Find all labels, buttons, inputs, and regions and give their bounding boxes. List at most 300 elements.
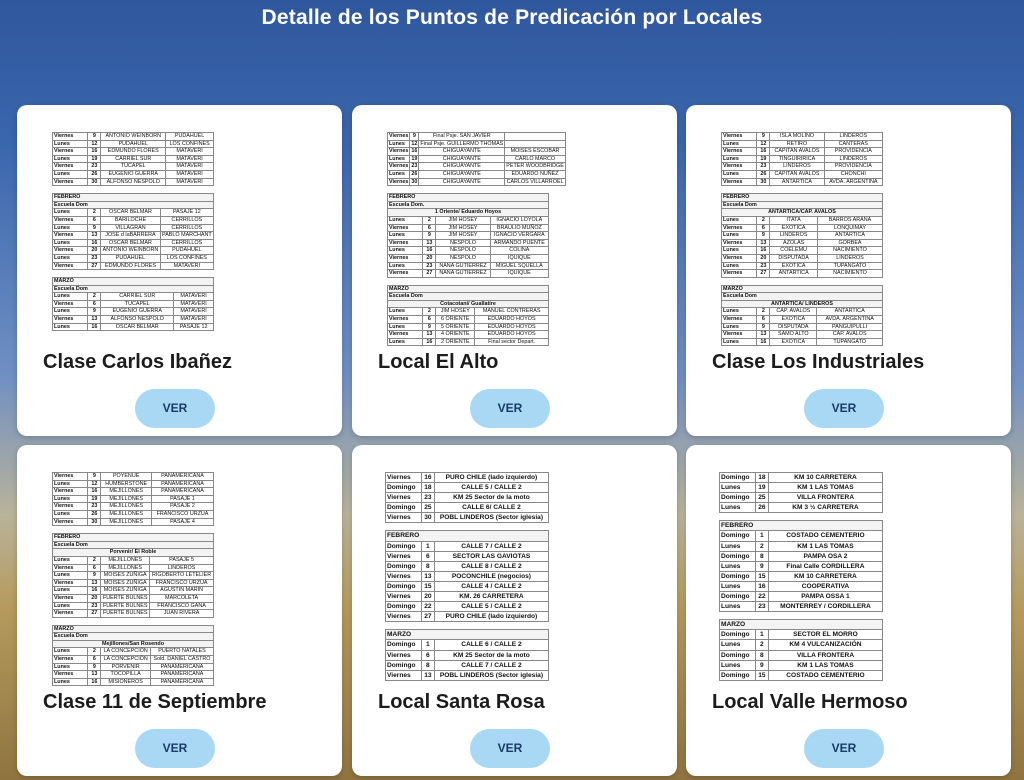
table-cell: LOS CONFINES — [160, 254, 213, 262]
table-cell: JIM HOSEY — [436, 232, 490, 240]
table-cell: PUDAHUEL — [166, 133, 214, 141]
schedule-table — [721, 193, 883, 278]
table-cell: MIGUEL SQUELLA — [490, 262, 548, 270]
table-cell: 13 — [421, 571, 434, 581]
table-row — [53, 488, 214, 496]
table-row — [388, 163, 566, 171]
table-row — [53, 163, 214, 171]
table-cell: EXOTICA — [770, 316, 817, 324]
table-cell: Lunes — [388, 338, 423, 346]
schedule-thumbnail[interactable] — [52, 132, 214, 337]
table-cell: Viernes — [722, 163, 757, 171]
table-cell: Final Calle CORDILLERA — [768, 561, 882, 571]
table-cell: Domingo — [386, 503, 422, 513]
table-cell: PANAMERICANA — [150, 671, 213, 679]
table-cell: PANAMERICANA — [150, 663, 213, 671]
ver-button[interactable]: VER — [135, 389, 215, 428]
table-cell: CARRIEL SUR — [101, 293, 174, 301]
table-cell: Lunes — [53, 224, 88, 232]
table-row — [388, 316, 549, 324]
table-cell: 30 — [421, 513, 434, 523]
table-cell: CHIGUAYANTE — [419, 178, 505, 186]
table-header-row — [722, 194, 883, 202]
table-cell: CAP. AVALOS — [817, 331, 883, 339]
table-cell: 12 — [411, 140, 418, 147]
table-header-cell: ANTARTICA/CAP. AVALOS — [722, 209, 883, 217]
table-cell: Domingo — [720, 630, 756, 640]
table-row — [722, 178, 883, 186]
table-cell: 16 — [88, 488, 101, 496]
table-cell: 25 — [421, 503, 434, 513]
table-cell: Domingo — [720, 571, 756, 581]
table-cell: 9 — [423, 232, 436, 240]
table-cell: Viernes — [722, 148, 757, 156]
table-cell: PANAMERICANA — [152, 488, 214, 496]
table-cell: LINDEROS — [150, 564, 214, 572]
table-header-row — [722, 293, 883, 301]
table-header-row — [722, 285, 883, 293]
table-row — [386, 513, 549, 523]
table-cell: 2 — [88, 293, 101, 301]
table-cell: Viernes — [53, 503, 88, 511]
ver-button[interactable]: VER — [804, 729, 884, 768]
table-cell: POYENUE — [101, 473, 152, 481]
table-cell: 9 — [423, 323, 436, 331]
table-cell: Viernes — [386, 493, 422, 503]
table-cell: 9 — [755, 561, 768, 571]
schedule-thumbnail[interactable] — [387, 132, 564, 345]
table-row — [720, 571, 883, 581]
table-cell: Viernes — [388, 254, 423, 262]
table-row — [53, 300, 214, 308]
table-cell: Viernes — [53, 247, 88, 255]
table-header-row — [722, 209, 883, 217]
table-cell: IGNACIO VERGARA — [490, 232, 548, 240]
table-cell: VILLA FRONTERA — [768, 493, 882, 503]
table-header-cell: MARZO — [722, 285, 883, 293]
table-cell: 2 — [88, 648, 101, 656]
table-cell: CARLOS VILLARROEL — [506, 178, 564, 185]
table-row — [722, 140, 883, 148]
table-cell: PROVIDENCIA — [824, 163, 882, 171]
schedule-table — [52, 277, 214, 331]
table-cell: 13 — [88, 232, 101, 240]
table-cell: ALFONSO NESPOLO — [101, 316, 174, 324]
table-cell: 27 — [88, 262, 101, 270]
table-cell: TUPANGATO — [817, 338, 883, 346]
table-cell: Viernes — [388, 224, 423, 232]
table-header-row — [386, 531, 549, 541]
table-row — [720, 473, 883, 483]
table-cell: CALLE 6/ CALLE 2 — [434, 503, 548, 513]
table-cell: Lunes — [722, 140, 757, 148]
table-cell: Lunes — [53, 480, 88, 488]
ver-button[interactable]: VER — [470, 389, 550, 428]
table-cell: PETER WOODBRIDGE — [506, 163, 564, 170]
table-cell: 6 — [421, 551, 434, 561]
table-cell: Lunes — [388, 170, 410, 178]
table-cell: Lunes — [722, 155, 757, 163]
table-cell: CHIGUAYANTE — [419, 148, 505, 156]
table-cell: NESPOLO — [436, 239, 490, 247]
table-cell: 13 — [421, 670, 434, 680]
table-cell: 23 — [88, 254, 101, 262]
table-header-row — [388, 285, 549, 293]
table-cell: 9 — [88, 572, 101, 580]
table-header-row — [53, 549, 214, 557]
schedule-table — [52, 132, 214, 186]
table-cell: EDUARDO NUÑEZ — [505, 170, 566, 178]
table-cell: BARILOCHE — [101, 216, 160, 224]
table-cell: Lunes — [53, 678, 88, 686]
table-row — [386, 640, 549, 650]
table-cell: Domingo — [720, 531, 756, 541]
table-cell: EUGENIO GUERRA — [101, 170, 166, 178]
table-cell: Domingo — [386, 581, 422, 591]
table-cell: Domingo — [386, 640, 422, 650]
table-header-row — [388, 201, 549, 209]
table-cell: Domingo — [720, 592, 756, 602]
schedule-thumbnail[interactable] — [721, 132, 883, 345]
table-cell: 5 ORIENTE — [436, 323, 475, 331]
table-cell: 2 — [755, 541, 768, 551]
table-cell: Viernes — [53, 216, 88, 224]
schedule-table — [719, 520, 883, 612]
table-cell: 12 — [88, 480, 101, 488]
table-row — [388, 232, 549, 240]
table-cell: 19 — [88, 495, 101, 503]
table-cell: 8 — [755, 551, 768, 561]
table-cell: 16 — [411, 148, 418, 155]
table-header-row — [53, 633, 214, 641]
table-cell: EXOTICA — [770, 338, 817, 346]
table-cell: Lunes — [53, 140, 88, 148]
table-cell: LA CONCEPCIÓN — [101, 656, 151, 664]
table-row — [53, 648, 214, 656]
table-cell: 9 — [757, 323, 770, 331]
table-header-cell: Porvenir/ El Roble — [53, 549, 214, 557]
table-row — [722, 316, 883, 324]
table-row — [53, 224, 214, 232]
table-cell: ARMANDO PUENTE — [490, 239, 548, 247]
table-row — [720, 630, 883, 640]
table-cell: Lunes — [53, 602, 88, 610]
table-cell: Viernes — [53, 178, 88, 186]
schedule-table — [721, 132, 883, 186]
table-row — [722, 133, 883, 141]
table-row — [53, 678, 214, 686]
table-cell: IGNACIO LOYOLA — [490, 216, 548, 224]
table-cell: 2 — [757, 308, 770, 316]
table-cell: JIM HOSEY — [436, 216, 490, 224]
table-header-row — [53, 640, 214, 648]
table-cell: PASAJE 1 — [152, 495, 214, 503]
table-row — [722, 308, 883, 316]
schedule-table — [719, 472, 883, 513]
table-cell: Lunes — [388, 323, 423, 331]
table-row — [53, 671, 214, 679]
table-cell: JUAN RIVERA — [150, 610, 214, 618]
table-cell: 8 — [755, 650, 768, 660]
table-row — [53, 579, 214, 587]
table-row — [53, 170, 214, 178]
table-cell: 6 — [757, 316, 770, 324]
table-row — [386, 581, 549, 591]
table-cell: 9 — [755, 660, 768, 670]
table-cell: TUCAPEL — [101, 300, 174, 308]
table-cell: TUPANGATO — [818, 262, 883, 270]
table-cell: Lunes — [53, 209, 88, 217]
table-cell: 18 — [421, 483, 434, 493]
table-cell: 20 — [88, 247, 101, 255]
table-cell: Viernes — [53, 518, 88, 526]
ver-button[interactable]: VER — [135, 729, 215, 768]
schedule-table — [52, 625, 214, 687]
table-cell: Viernes — [53, 488, 88, 496]
table-cell: MOISES ZUÑIGA — [101, 572, 150, 580]
table-cell: ANTONIO WEINBORN — [101, 133, 166, 141]
table-cell: AGUSTIN MARIN — [150, 587, 214, 595]
table-cell: ANTARTICA — [770, 178, 824, 186]
table-cell: 18 — [755, 473, 768, 483]
table-cell: Lunes — [388, 232, 423, 240]
schedule-table — [52, 193, 214, 270]
table-row — [386, 483, 549, 493]
table-row — [722, 262, 883, 270]
table-cell: LA CONCEPCIÓN — [101, 648, 151, 656]
table-row — [720, 581, 883, 591]
table-row — [53, 556, 214, 564]
table-row — [386, 473, 549, 483]
table-cell: 2 — [757, 216, 770, 224]
table-cell: 30 — [88, 518, 101, 526]
table-cell: 20 — [423, 254, 436, 262]
table-cell: EXOTICA — [770, 224, 818, 232]
table-cell: CALLE 5 / CALLE 2 — [434, 483, 548, 493]
table-cell: MATAVERI — [166, 163, 214, 171]
table-cell: 26 — [88, 170, 101, 178]
table-header-cell: FEBRERO — [388, 194, 549, 202]
table-header-cell: MARZO — [53, 625, 214, 633]
table-cell: GORBEA — [818, 239, 883, 247]
table-row — [388, 308, 549, 316]
table-cell: Viernes — [722, 239, 757, 247]
table-cell: 16 — [757, 148, 770, 156]
table-cell: Viernes — [386, 551, 422, 561]
table-cell: PORVENIR — [101, 663, 151, 671]
table-header-row — [720, 521, 883, 531]
table-row — [388, 178, 566, 186]
table-cell: PAMPA OSSA 1 — [768, 592, 882, 602]
table-row — [388, 270, 549, 278]
table-row — [53, 495, 214, 503]
table-cell: DISPUTADA — [770, 323, 817, 331]
table-header-cell: Escuela Dom. — [388, 201, 549, 209]
table-cell: LINDEROS — [824, 155, 882, 163]
schedule-thumbnail[interactable] — [719, 472, 883, 677]
table-cell: Viernes — [386, 612, 422, 622]
table-cell: FUERTE BULNES — [101, 610, 150, 618]
table-cell: Lunes — [720, 602, 756, 612]
table-cell: DISPUTADA — [770, 254, 818, 262]
table-row — [388, 224, 549, 232]
table-cell: 1 — [421, 541, 434, 551]
schedule-table — [52, 472, 214, 526]
table-header-row — [53, 201, 214, 209]
table-cell: IQUIQUE — [490, 254, 548, 262]
table-cell: 1 — [755, 531, 768, 541]
table-row — [53, 239, 214, 247]
table-cell: KM 1 LAS TOMAS — [768, 483, 882, 493]
table-cell: Lunes — [53, 556, 88, 564]
table-cell: 1 — [755, 630, 768, 640]
table-cell: ANTARTICA — [770, 270, 818, 278]
table-cell: 27 — [421, 612, 434, 622]
table-cell: 4 ORIENTE — [436, 331, 475, 339]
table-cell: 13 — [88, 579, 101, 587]
table-cell: 23 — [88, 602, 101, 610]
table-cell: MOISES ZUÑIGA — [101, 579, 150, 587]
table-row — [386, 602, 549, 612]
table-row — [722, 232, 883, 240]
local-card — [17, 445, 342, 776]
table-row — [386, 571, 549, 581]
table-cell: Viernes — [722, 224, 757, 232]
table-cell: Lunes — [722, 323, 757, 331]
schedule-table — [387, 285, 549, 347]
table-cell: EDUARDO HOYOS — [475, 323, 549, 331]
table-cell: KM 25 Sector de la moto — [434, 650, 548, 660]
card-title: Clase 11 de Septiembre — [43, 691, 267, 713]
table-cell: JIM HOSEY — [436, 308, 475, 316]
table-cell: TINGUIRIRICA — [770, 155, 824, 163]
table-cell: KM 10 CARRETERA — [768, 473, 882, 483]
block-gap — [387, 278, 549, 285]
table-row — [53, 473, 214, 481]
table-cell: CALLE 7 / CALLE 2 — [434, 660, 548, 670]
table-row — [53, 518, 214, 526]
table-row — [386, 503, 549, 513]
table-cell: TOCOPILLA — [101, 671, 151, 679]
table-row — [722, 254, 883, 262]
table-cell: COELEMU — [770, 247, 818, 255]
table-header-row — [53, 534, 214, 542]
block-gap — [721, 186, 883, 193]
table-cell: Final Psje. SAN JAVIER — [419, 133, 505, 141]
table-cell: MISIONEROS — [101, 678, 151, 686]
table-cell: Lunes — [388, 140, 410, 148]
block-gap — [385, 622, 549, 629]
table-cell: 23 — [423, 262, 436, 270]
table-cell: VILLA FRONTERA — [768, 650, 882, 660]
table-row — [53, 254, 214, 262]
table-row — [722, 331, 883, 339]
table-row — [386, 493, 549, 503]
table-cell: Domingo — [720, 473, 756, 483]
table-cell: NESPOLO — [436, 254, 490, 262]
table-cell: Lunes — [722, 262, 757, 270]
table-cell: LINDEROS — [770, 232, 818, 240]
table-cell: FUERTE BULNES — [101, 594, 150, 602]
table-row — [722, 148, 883, 156]
table-cell: 26 — [88, 510, 101, 518]
table-cell: Viernes — [53, 564, 88, 572]
table-row — [722, 239, 883, 247]
schedule-thumbnail[interactable] — [52, 472, 214, 685]
table-cell: PAMPA OSA 2 — [768, 551, 882, 561]
table-cell: 20 — [757, 254, 770, 262]
table-cell: 16 — [423, 247, 436, 255]
table-cell: FRANCISCO GANA — [150, 602, 214, 610]
table-cell: 8 — [421, 660, 434, 670]
table-cell: Domingo — [386, 602, 422, 612]
table-cell: Lunes — [53, 239, 88, 247]
table-cell: 23 — [757, 262, 770, 270]
ver-button[interactable]: VER — [470, 729, 550, 768]
table-cell: 23 — [88, 163, 101, 171]
table-cell: COOPERATIVA — [768, 581, 882, 591]
card-title: Local Santa Rosa — [378, 691, 545, 713]
table-cell: ANTARTICA — [818, 232, 883, 240]
table-cell: Viernes — [386, 650, 422, 660]
table-cell: Viernes — [386, 592, 422, 602]
table-row — [388, 338, 549, 346]
table-header-row — [53, 625, 214, 633]
table-cell: Final sector Depart. — [475, 338, 549, 346]
table-row — [388, 331, 549, 339]
block-gap — [719, 612, 883, 619]
table-cell: MATAVERI — [174, 308, 214, 316]
table-row — [53, 262, 214, 270]
table-cell: BARROS ARANA — [818, 216, 883, 224]
table-cell: Viernes — [53, 594, 88, 602]
block-gap — [52, 618, 214, 625]
table-cell: MEJILLONES — [101, 564, 150, 572]
schedule-thumbnail[interactable] — [385, 472, 549, 677]
table-cell: AVDA. ARGENTINA — [824, 178, 882, 186]
table-row — [53, 247, 214, 255]
table-cell: EUGENIO GUERRA — [101, 308, 174, 316]
table-row — [53, 572, 214, 580]
table-cell: Lunes — [722, 232, 757, 240]
table-cell: 19 — [757, 155, 770, 163]
table-cell: FRANCISCO URZUA — [152, 510, 214, 518]
local-card — [686, 105, 1011, 436]
table-cell: PASAJE 12 — [174, 323, 214, 331]
table-row — [53, 209, 214, 217]
block-gap — [385, 523, 549, 530]
table-cell: AZOLAS — [770, 239, 818, 247]
table-row — [386, 551, 549, 561]
table-row — [722, 170, 883, 178]
table-cell: POBL LINDEROS (Sector iglesia) — [434, 670, 548, 680]
table-cell: Viernes — [388, 270, 423, 278]
table-cell: Viernes — [722, 331, 757, 339]
table-row — [53, 232, 214, 240]
table-cell: Lunes — [53, 510, 88, 518]
ver-button[interactable]: VER — [804, 389, 884, 428]
table-cell: Lunes — [722, 216, 757, 224]
schedule-table — [719, 619, 883, 681]
table-cell: Lunes — [722, 308, 757, 316]
table-cell: 9 — [88, 224, 101, 232]
table-cell: Lunes — [53, 495, 88, 503]
table-cell: Lunes — [53, 663, 88, 671]
table-cell: Lunes — [720, 483, 756, 493]
table-cell: Viernes — [53, 473, 88, 481]
table-row — [720, 493, 883, 503]
table-cell: JIM HOSEY — [436, 224, 490, 232]
